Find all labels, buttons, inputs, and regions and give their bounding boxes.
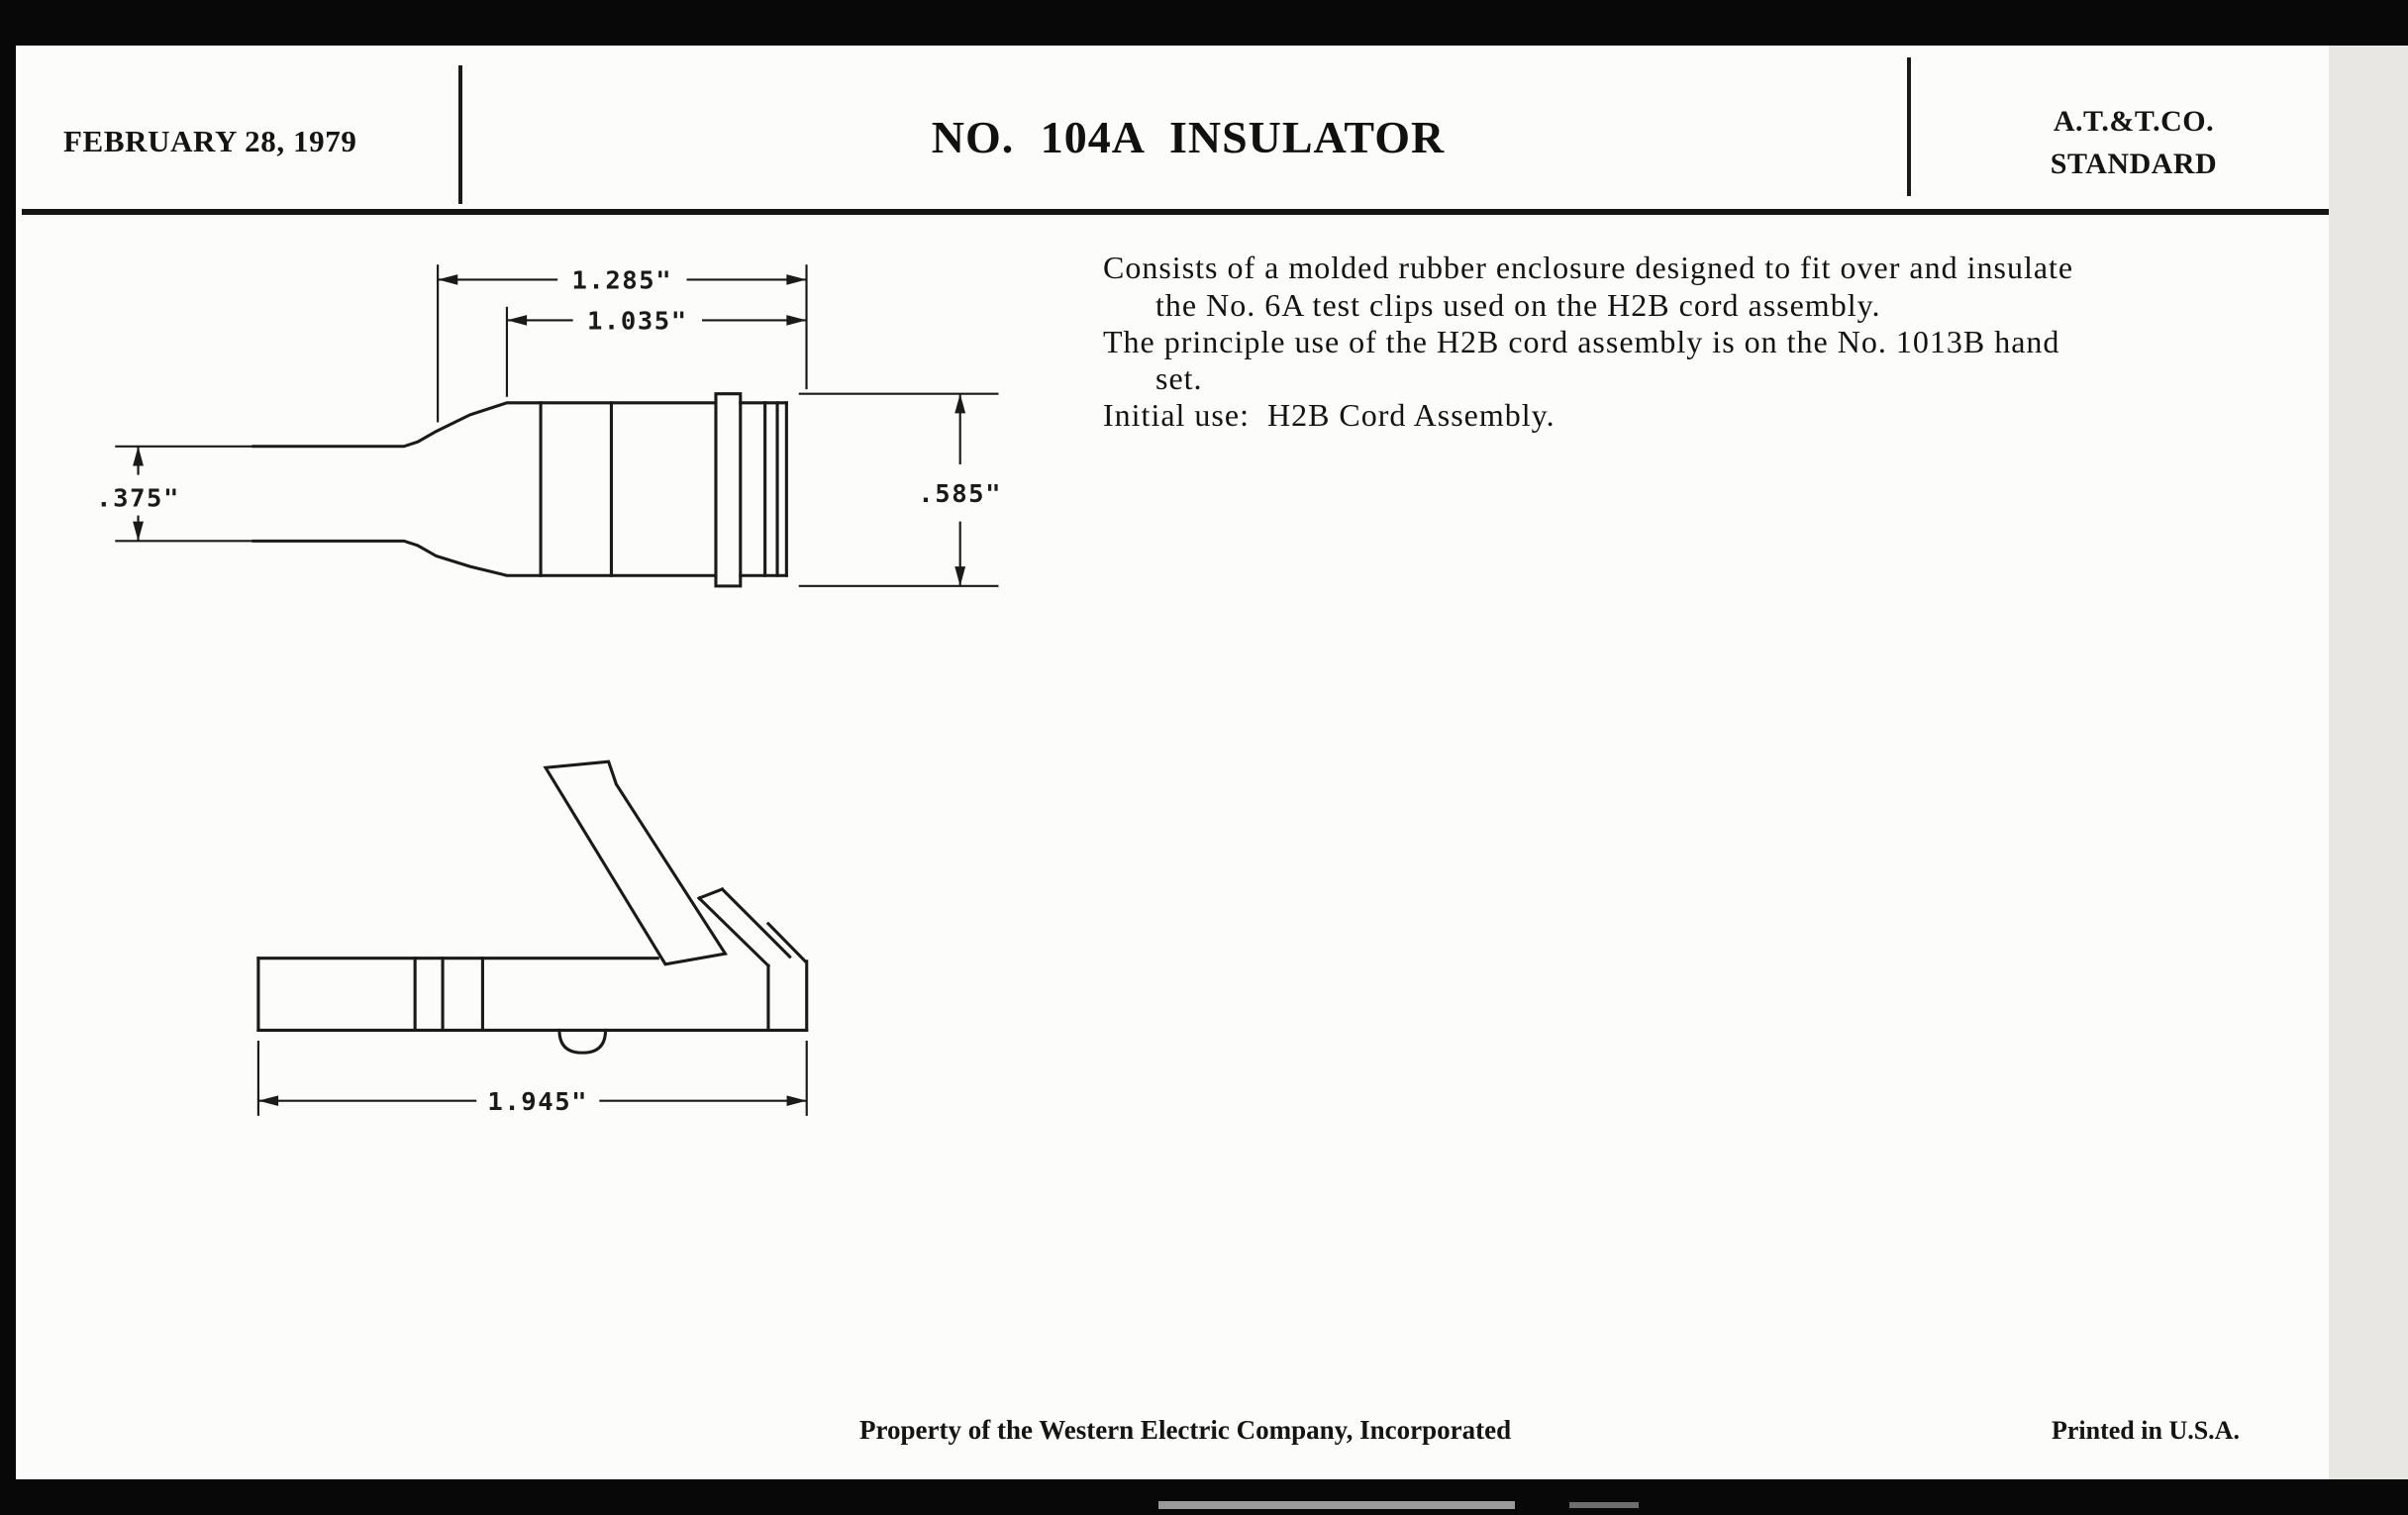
- page-title: NO. 104A INSULATOR: [931, 112, 1446, 162]
- description-line-3: The principle use of the H2B cord assembly is on the No. 1013B hand: [1103, 324, 2060, 359]
- printed-in-usa-notice: Printed in U.S.A.: [2052, 1416, 2240, 1445]
- side-view-dimension-lines: [115, 264, 998, 586]
- dim-label-mouth-height: .585": [918, 479, 1003, 508]
- dim-label-overall-length: 1.945": [487, 1087, 589, 1116]
- insulator-side-view-drawing: [92, 241, 1014, 601]
- document-date: FEBRUARY 28, 1979: [63, 124, 357, 158]
- insulator-profile-view-drawing: [231, 744, 830, 1134]
- scan-artifact: [1158, 1501, 1515, 1509]
- description-line-5: Initial use: H2B Cord Assembly.: [1103, 397, 1555, 433]
- insulator-outline: [253, 394, 786, 586]
- org-standard-label: STANDARD: [2050, 148, 2218, 180]
- header-rule: [22, 209, 2329, 215]
- description-line-4: set.: [1155, 360, 1203, 396]
- header-divider-right: [1907, 57, 1911, 196]
- dim-label-inner-width: 1.035": [586, 306, 688, 336]
- property-notice: Property of the Western Electric Company, Incorporated: [859, 1415, 1512, 1445]
- profile-outline: [258, 761, 807, 1053]
- dim-label-tail-height: .375": [96, 483, 180, 513]
- description-line-1: Consists of a molded rubber enclosure designed to fit over and insulate: [1103, 250, 2074, 285]
- scan-edge-right: [2329, 46, 2408, 1479]
- scan-artifact: [1569, 1502, 1639, 1508]
- org-standard-block: [1960, 100, 2307, 185]
- header-divider-left: [458, 65, 462, 204]
- org-name: A.T.&T.CO.: [2053, 105, 2215, 138]
- description-line-2: the No. 6A test clips used on the H2B cord assembly.: [1155, 287, 1881, 323]
- dim-label-outer-width: 1.285": [571, 265, 673, 295]
